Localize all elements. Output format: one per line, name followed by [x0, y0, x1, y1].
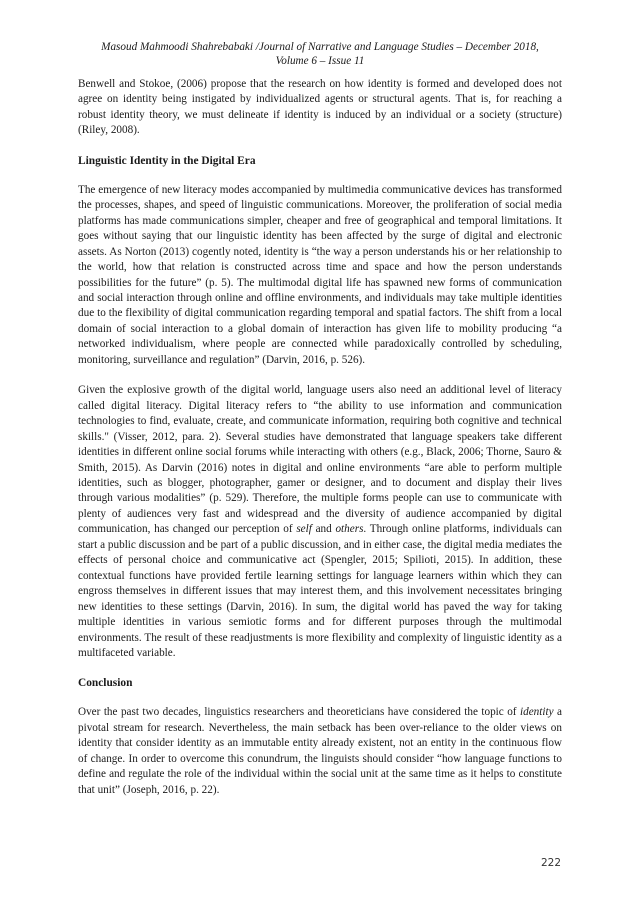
paragraph-text: and	[311, 523, 336, 536]
section1-paragraph-2	[78, 383, 562, 661]
paragraph-text: . Through online platforms, individuals can start a public discussion and be part of a public discussion, and in either case, the digital media mediates the effects of personal choice and communicative act (Spengler, 2015; Spilioti, 2015). In addition, these contextual functions have provided fertile learning settings for language learners within which they can engross themselves in different issues that may interest them, and this involvement necessitates bringing new identities to these settings (Darvin, 2016). In sum, the digital world has paved the way for taking multiple identities in various semiotic forms and for different purposes through the multimodal environments. The result of these readjustments is more flexibility and complexity of linguistic identity as a multifaceted variable.	[78, 523, 562, 659]
paragraph-text: Over the past two decades, linguistics researchers and theoreticians have considered the topic of	[78, 706, 520, 719]
running-header-line-1: Masoud Mahmoodi Shahrebabaki /Journal of Narrative and Language Studies – December 2018,	[101, 41, 539, 53]
section1-paragraph-1: The emergence of new literacy modes accompanied by multimedia communicative devices has transformed the processes, shapes, and speed of linguistic communications. Moreover, the proliferation of social media platforms has made communications simpler, cheaper and free of geographical and temporal limitations. It goes without saying that our linguistic identity has been affected by the surge of digital and electronic assets. As Norton (2013) cogently noted, identity is “the way a person understands his or her relationship to the world, how that relation is constructed across time and space and how the person understands possibilities for the future” (p. 5). The multimodal digital life has spawned new forms of communication and social interaction through online and offline environments, and individuals may take multiple identities due to the flexibility of digital communication regarding temporal and spatial factors. The shift from a local domain of social interaction to a global domain of interaction has given life to mobility producing “a networked individualism, where people are connected while paradoxically controlled by scheduling, monitoring, surveillance and regulation” (Darvin, 2016, p. 526).	[78, 183, 562, 366]
conclusion-paragraph	[78, 705, 562, 798]
running-header-line-2: Volume 6 – Issue 11	[275, 55, 365, 67]
emphasis-identity: identity	[520, 706, 554, 719]
running-header	[78, 40, 562, 68]
page	[78, 40, 562, 813]
section-heading-conclusion: Conclusion	[78, 677, 133, 690]
emphasis-others: others	[335, 523, 364, 536]
emphasis-self: self	[296, 523, 312, 536]
paragraph-text: a pivotal stream for research. Nevertheless, the main setback has been over-reliance to the older views on identity that consider identity as an immutable entity already existent, not an entity in the continuous flow of change. In order to overcome this conundrum, the linguists should consider “how language functions to define and regulate the role of the individual within the social unit at the same time as it helps to constitute that unit” (Joseph, 2016, p. 22).	[78, 706, 562, 796]
intro-paragraph: Benwell and Stokoe, (2006) propose that the research on how identity is formed and developed does not agree on identity being instigated by individualized agents or structural agents. That is, for reaching a robust identity theory, we must delineate if identity is induced by an individual or a society (structure) (Riley, 2008).	[78, 78, 562, 137]
page-number: 222	[540, 857, 561, 869]
paragraph-text: Given the explosive growth of the digital world, language users also need an additional level of literacy called digital literacy. Digital literacy refers to “the ability to use information and communication technologies to find, evaluate, create, and communicate information, requiring both cognitive and technical skills." (Visser, 2012, para. 2). Several studies have demonstrated that language speakers take different identities in different online social forums while interacting with others (e.g., Black, 2006; Thorne, Sauro & Smith, 2015). As Darvin (2016) notes in digital and online environments “are able to perform multiple identities, such as blogger, photographer, gamer or designer, and to document and display their lives through various modalities” (p. 529). Therefore, the multiple forms people can use to communicate with plenty of audiences very fast and widespread and the diversity of audience accompanied by digital communication, has changed our perception of	[78, 384, 562, 536]
section-heading-linguistic-identity: Linguistic Identity in the Digital Era	[78, 154, 256, 167]
